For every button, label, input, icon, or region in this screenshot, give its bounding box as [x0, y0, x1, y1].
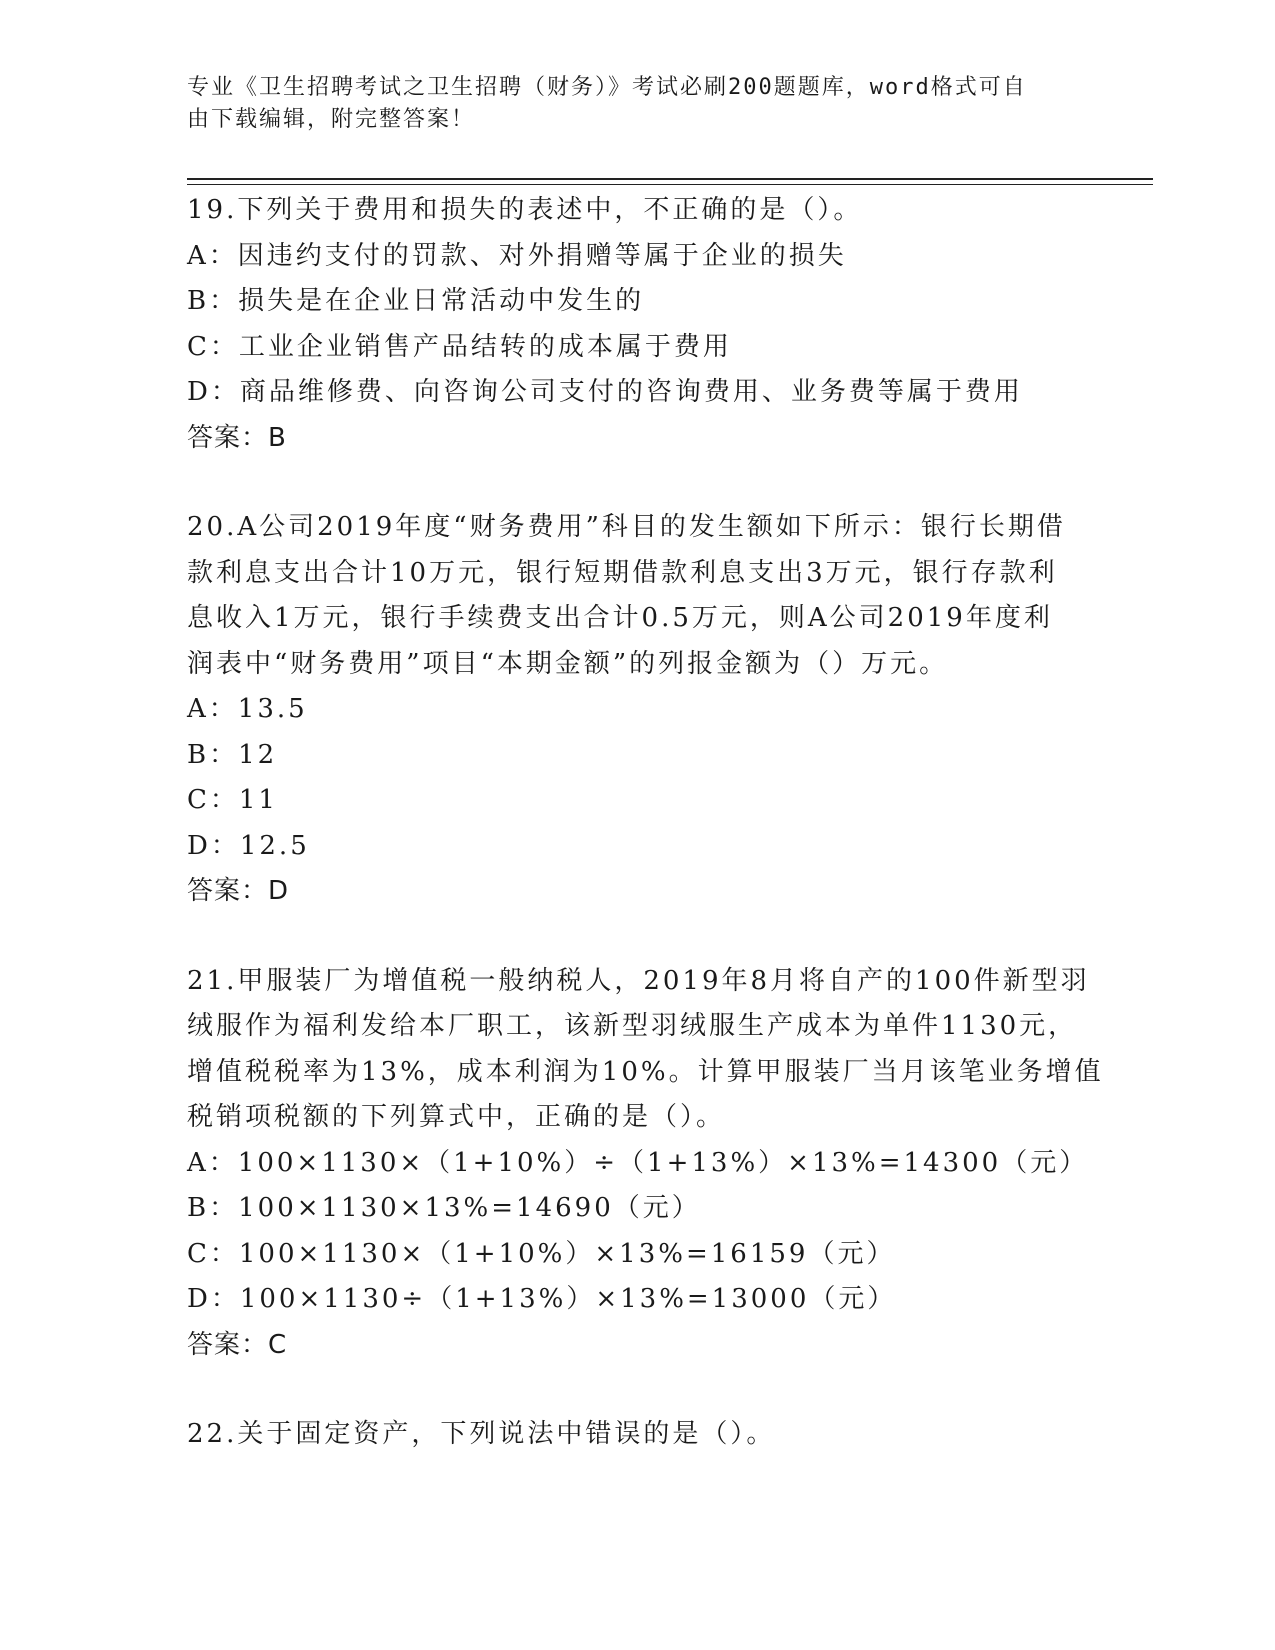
option-d: D：商品维修费、向咨询公司支付的咨询费用、业务费等属于费用: [187, 377, 1023, 407]
option-d: D：12.5: [187, 830, 310, 861]
question-stem: 22.关于固定资产，下列说法中错误的是（）。: [187, 1419, 776, 1449]
question-gap: [187, 461, 1107, 505]
option-b: B：损失是在企业日常活动中发生的: [187, 286, 645, 316]
option-c: C：11: [187, 785, 278, 815]
question-stem: 润表中“财务费用”项目“本期金额”的列报金额为（）万元。: [187, 648, 949, 679]
answer: 答案：C: [187, 1329, 288, 1360]
header-line-1: 专业《卫生招聘考试之卫生招聘（财务）》考试必刷200题题库，word格式可自: [187, 75, 1027, 100]
question-stem: 20.A公司2019年度“财务费用”科目的发生额如下所示：银行长期借: [187, 512, 1066, 542]
option-b: B：100×1130×13%=14690（元）: [187, 1193, 701, 1223]
header-divider-thin: [187, 184, 1153, 185]
question-stem: 19.下列关于费用和损失的表述中，不正确的是（）。: [187, 195, 863, 225]
answer: 答案：B: [187, 422, 287, 453]
option-c: C：工业企业销售产品结转的成本属于费用: [187, 331, 732, 362]
option-b: B：12: [187, 739, 278, 770]
question-stem: 款利息支出合计10万元，银行短期借款利息支出3万元，银行存款利: [187, 557, 1058, 588]
header-line-2: 由下载编辑，附完整答案！: [187, 107, 476, 132]
question-20: [187, 505, 1107, 915]
header-divider-thick: [187, 178, 1153, 180]
option-d: D：100×1130÷（1+13%）×13%=13000（元）: [187, 1284, 897, 1314]
option-c: C：100×1130×（1+10%）×13%=16159（元）: [187, 1238, 896, 1269]
question-stem: 绒服作为福利发给本厂职工，该新型羽绒服生产成本为单件1130元，: [187, 1011, 1078, 1041]
question-stem: 增值税税率为13%，成本利润为10%。计算甲服装厂当月该笔业务增值: [187, 1056, 1104, 1087]
option-a: A：100×1130×（1+10%）÷（1+13%）×13%=14300（元）: [187, 1147, 1089, 1178]
question-22: [187, 1412, 1107, 1458]
question-stem: 税销项税额的下列算式中，正确的是（）。: [187, 1102, 726, 1132]
option-a: A：13.5: [187, 694, 308, 724]
question-gap: [187, 915, 1107, 959]
question-19: [187, 188, 1107, 461]
question-gap: [187, 1368, 1107, 1412]
question-list: [187, 188, 1107, 1458]
answer: 答案：D: [187, 876, 290, 906]
question-stem: 息收入1万元，银行手续费支出合计0.5万元，则A公司2019年度利: [187, 603, 1053, 633]
option-a: A：因违约支付的罚款、对外捐赠等属于企业的损失: [187, 240, 847, 271]
question-stem: 21.甲服装厂为增值税一般纳税人，2019年8月将自产的100件新型羽: [187, 965, 1090, 996]
document-header: [187, 72, 1087, 136]
question-21: [187, 959, 1107, 1369]
